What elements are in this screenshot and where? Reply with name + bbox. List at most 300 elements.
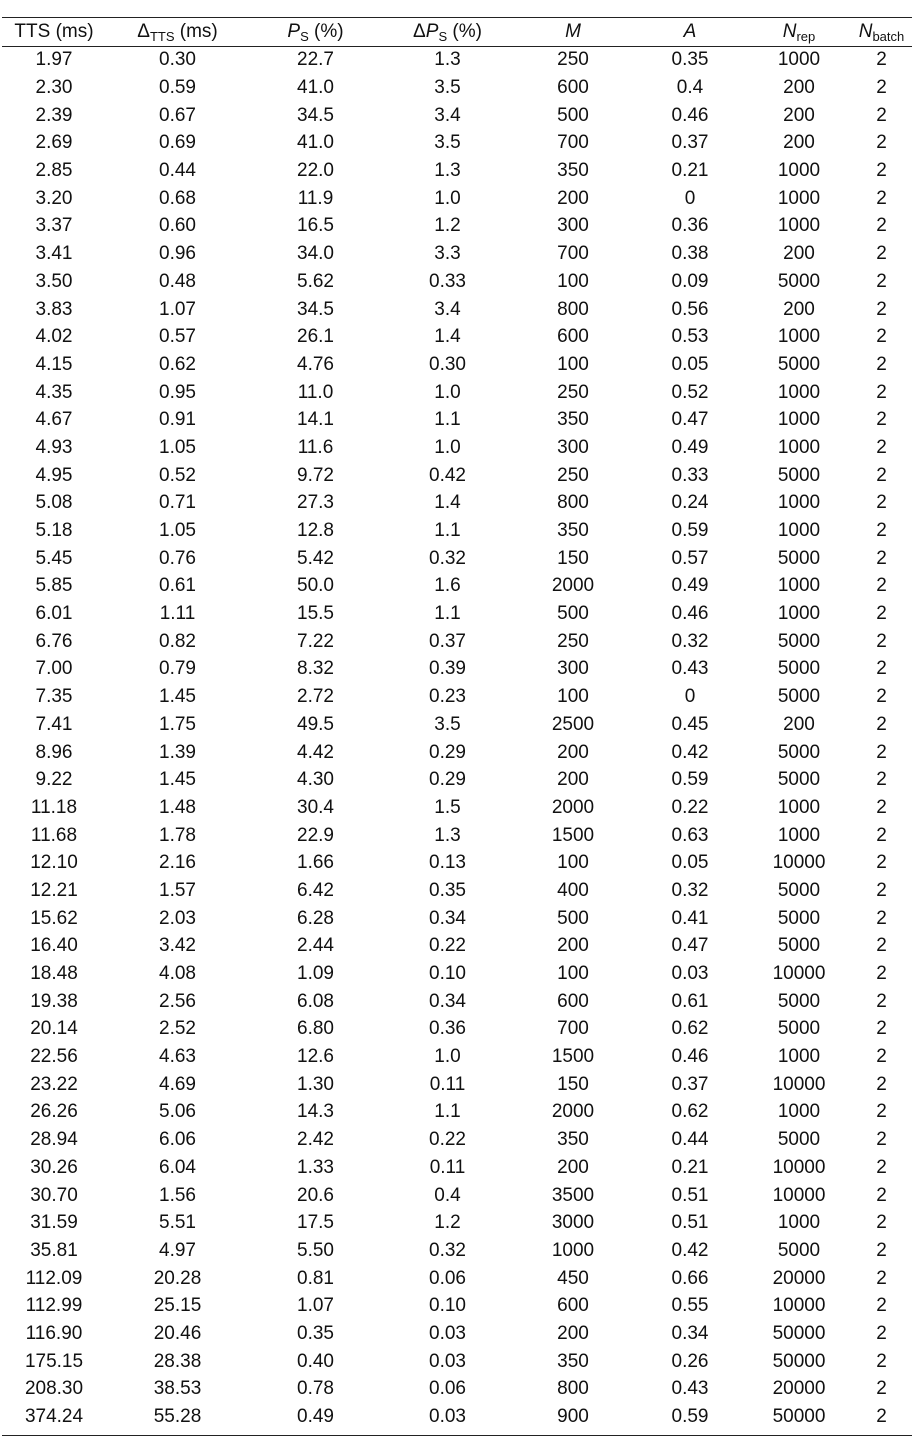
cell-tts: 4.02 <box>35 326 73 348</box>
cell-ps: 5.50 <box>297 1239 334 1261</box>
table-row <box>2 46 912 74</box>
cell-delta-ps: 1.2 <box>434 1212 461 1234</box>
cell-delta-ps: 0.13 <box>429 852 466 874</box>
header-delta-ps-delta: Δ <box>413 21 426 42</box>
cell-nrep: 5000 <box>777 464 821 486</box>
cell-delta-ps: 0.06 <box>429 1378 466 1400</box>
cell-a: 0.4 <box>676 77 704 99</box>
cell-nbatch: 2 <box>876 824 887 846</box>
cell-a: 0.05 <box>671 353 709 375</box>
cell-tts: 12.10 <box>30 852 78 874</box>
cell-delta-tts: 0.59 <box>159 77 196 99</box>
cell-delta-tts: 0.57 <box>159 326 196 348</box>
cell-delta-ps: 0.34 <box>429 907 466 929</box>
cell-nrep: 200 <box>783 243 815 265</box>
cell-a: 0.36 <box>671 215 709 237</box>
cell-nbatch: 2 <box>876 215 887 237</box>
table-row <box>2 794 912 822</box>
table-row <box>2 1070 912 1098</box>
cell-a: 0.32 <box>671 879 709 901</box>
cell-delta-ps: 0.37 <box>429 630 466 652</box>
table-row <box>2 738 912 766</box>
table-row <box>2 1154 912 1182</box>
cell-m: 500 <box>557 104 589 126</box>
cell-delta-tts: 1.05 <box>159 436 196 458</box>
cell-delta-ps: 0.30 <box>429 353 466 375</box>
cell-tts: 16.40 <box>30 935 78 957</box>
table-row <box>2 1181 912 1209</box>
cell-tts: 22.56 <box>30 1046 78 1068</box>
cell-nbatch: 2 <box>876 436 887 458</box>
cell-nbatch: 2 <box>876 1350 887 1372</box>
table-bottom-rule <box>2 1435 912 1436</box>
table-row <box>2 932 912 960</box>
cell-tts: 4.15 <box>35 353 73 375</box>
cell-nrep: 1000 <box>777 1101 821 1123</box>
table-row <box>2 268 912 296</box>
cell-m: 900 <box>557 1406 589 1428</box>
cell-ps: 41.0 <box>297 77 334 99</box>
cell-m: 200 <box>557 769 589 791</box>
cell-m: 350 <box>557 409 589 431</box>
cell-delta-ps: 0.42 <box>429 464 466 486</box>
cell-delta-ps: 0.22 <box>429 935 466 957</box>
cell-ps: 22.0 <box>297 160 334 182</box>
cell-nbatch: 2 <box>876 132 887 154</box>
cell-delta-ps: 0.36 <box>429 1018 466 1040</box>
cell-delta-ps: 0.32 <box>429 547 466 569</box>
cell-m: 2500 <box>551 713 595 735</box>
cell-m: 100 <box>557 353 589 375</box>
cell-m: 150 <box>557 1073 589 1095</box>
cell-delta-ps: 0.03 <box>429 1406 466 1428</box>
header-tts-label: TTS (ms) <box>14 21 94 42</box>
cell-delta-tts: 1.45 <box>159 769 196 791</box>
cell-delta-ps: 0.33 <box>429 270 466 292</box>
cell-ps: 2.42 <box>297 1129 334 1151</box>
cell-tts: 5.45 <box>35 547 73 569</box>
cell-a: 0.21 <box>671 1156 709 1178</box>
cell-delta-tts: 25.15 <box>153 1295 202 1317</box>
header-delta-tts-unit: (ms) <box>174 21 218 42</box>
cell-delta-ps: 0.10 <box>429 963 466 985</box>
cell-nbatch: 2 <box>876 243 887 265</box>
cell-m: 100 <box>557 686 589 708</box>
cell-m: 600 <box>557 990 589 1012</box>
cell-nrep: 5000 <box>777 769 821 791</box>
cell-m: 200 <box>557 741 589 763</box>
cell-nbatch: 2 <box>876 963 887 985</box>
cell-tts: 6.76 <box>35 630 73 652</box>
cell-ps: 27.3 <box>297 492 334 514</box>
cell-ps: 30.4 <box>297 796 334 818</box>
cell-a: 0.61 <box>671 990 709 1012</box>
cell-a: 0 <box>684 686 696 708</box>
cell-delta-tts: 1.45 <box>159 686 196 708</box>
cell-a: 0.47 <box>671 409 709 431</box>
cell-ps: 0.81 <box>297 1267 334 1289</box>
header-a <box>633 18 747 46</box>
cell-a: 0.59 <box>671 769 709 791</box>
cell-m: 800 <box>557 492 589 514</box>
cell-delta-tts: 20.46 <box>153 1322 202 1344</box>
cell-m: 500 <box>557 907 589 929</box>
table-row <box>2 1043 912 1071</box>
header-delta-ps-sub: S <box>438 29 448 44</box>
cell-m: 600 <box>557 1295 589 1317</box>
cell-nbatch: 2 <box>876 575 887 597</box>
cell-m: 300 <box>557 215 589 237</box>
cell-tts: 1.97 <box>35 49 73 71</box>
cell-tts: 35.81 <box>30 1239 78 1261</box>
table-row <box>2 655 912 683</box>
cell-nbatch: 2 <box>876 713 887 735</box>
cell-m: 700 <box>557 132 589 154</box>
cell-nrep: 5000 <box>777 879 821 901</box>
cell-nbatch: 2 <box>876 1267 887 1289</box>
table-row <box>2 212 912 240</box>
cell-tts: 4.35 <box>35 381 73 403</box>
cell-a: 0.32 <box>671 630 709 652</box>
cell-delta-tts: 0.96 <box>159 243 196 265</box>
cell-tts: 3.37 <box>35 215 73 237</box>
cell-tts: 30.26 <box>30 1156 78 1178</box>
cell-m: 300 <box>557 436 589 458</box>
cell-delta-tts: 4.63 <box>159 1046 196 1068</box>
cell-nbatch: 2 <box>876 270 887 292</box>
cell-delta-tts: 6.06 <box>159 1129 196 1151</box>
table-row <box>2 904 912 932</box>
cell-ps: 17.5 <box>297 1212 334 1234</box>
cell-m: 2000 <box>551 575 595 597</box>
cell-m: 1000 <box>551 1239 595 1261</box>
cell-nbatch: 2 <box>876 77 887 99</box>
cell-delta-tts: 0.79 <box>159 658 196 680</box>
cell-nbatch: 2 <box>876 326 887 348</box>
cell-a: 0.59 <box>671 1406 709 1428</box>
cell-nrep: 50000 <box>772 1406 826 1428</box>
cell-nrep: 1000 <box>777 326 821 348</box>
cell-nbatch: 2 <box>876 1101 887 1123</box>
cell-ps: 49.5 <box>297 713 334 735</box>
cell-m: 200 <box>557 1322 589 1344</box>
table-row <box>2 1264 912 1292</box>
cell-nrep: 10000 <box>772 1184 826 1206</box>
cell-delta-ps: 0.03 <box>429 1322 466 1344</box>
cell-delta-tts: 28.38 <box>153 1350 202 1372</box>
cell-delta-ps: 3.4 <box>434 298 461 320</box>
cell-tts: 2.69 <box>35 132 73 154</box>
cell-delta-tts: 0.30 <box>159 49 196 71</box>
cell-tts: 112.99 <box>25 1295 83 1317</box>
cell-nrep: 20000 <box>772 1267 826 1289</box>
cell-tts: 28.94 <box>30 1129 78 1151</box>
header-ps-symbol: P <box>287 21 301 42</box>
cell-nbatch: 2 <box>876 741 887 763</box>
cell-nbatch: 2 <box>876 547 887 569</box>
cell-a: 0.43 <box>671 658 709 680</box>
cell-nrep: 50000 <box>772 1322 826 1344</box>
cell-delta-tts: 6.04 <box>159 1156 196 1178</box>
header-delta-tts-sub: TTS <box>149 29 175 44</box>
header-m <box>513 18 633 46</box>
cell-delta-ps: 1.4 <box>434 326 461 348</box>
cell-m: 600 <box>557 77 589 99</box>
cell-a: 0.55 <box>671 1295 709 1317</box>
cell-nrep: 1000 <box>777 409 821 431</box>
cell-tts: 7.35 <box>35 686 73 708</box>
cell-delta-tts: 55.28 <box>153 1406 202 1428</box>
cell-nrep: 10000 <box>772 1073 826 1095</box>
cell-tts: 12.21 <box>30 879 78 901</box>
cell-ps: 15.5 <box>297 603 334 625</box>
cell-nbatch: 2 <box>876 935 887 957</box>
cell-nbatch: 2 <box>876 1239 887 1261</box>
cell-tts: 3.20 <box>35 187 73 209</box>
cell-a: 0.62 <box>671 1018 709 1040</box>
table-row <box>2 157 912 185</box>
cell-ps: 22.9 <box>297 824 334 846</box>
cell-ps: 2.44 <box>297 935 334 957</box>
cell-a: 0.37 <box>671 132 709 154</box>
cell-m: 250 <box>557 381 589 403</box>
cell-m: 2000 <box>551 796 595 818</box>
cell-a: 0.46 <box>671 1046 709 1068</box>
cell-ps: 9.72 <box>297 464 334 486</box>
cell-m: 350 <box>557 1129 589 1151</box>
cell-tts: 4.93 <box>35 436 73 458</box>
cell-nbatch: 2 <box>876 187 887 209</box>
table-row <box>2 323 912 351</box>
cell-nrep: 1000 <box>777 381 821 403</box>
header-row <box>2 18 912 46</box>
cell-tts: 175.15 <box>24 1350 84 1372</box>
cell-delta-tts: 1.48 <box>159 796 196 818</box>
cell-delta-ps: 1.0 <box>434 381 461 403</box>
table-row <box>2 461 912 489</box>
cell-a: 0.66 <box>671 1267 709 1289</box>
cell-delta-tts: 4.97 <box>159 1239 196 1261</box>
cell-nrep: 5000 <box>777 907 821 929</box>
cell-tts: 3.50 <box>35 270 73 292</box>
cell-m: 350 <box>557 1350 589 1372</box>
cell-ps: 14.3 <box>297 1101 334 1123</box>
cell-ps: 1.09 <box>297 963 334 985</box>
cell-delta-tts: 1.39 <box>159 741 196 763</box>
cell-nbatch: 2 <box>876 658 887 680</box>
cell-a: 0.09 <box>671 270 709 292</box>
cell-nrep: 5000 <box>777 686 821 708</box>
cell-nrep: 50000 <box>772 1350 826 1372</box>
cell-tts: 19.38 <box>30 990 78 1012</box>
cell-nrep: 10000 <box>772 852 826 874</box>
cell-a: 0.38 <box>671 243 709 265</box>
cell-ps: 41.0 <box>297 132 334 154</box>
table-row <box>2 74 912 102</box>
cell-nrep: 200 <box>783 104 815 126</box>
cell-delta-tts: 1.56 <box>159 1184 196 1206</box>
cell-delta-tts: 5.51 <box>159 1212 196 1234</box>
cell-m: 800 <box>557 298 589 320</box>
cell-m: 100 <box>557 270 589 292</box>
table-row <box>2 184 912 212</box>
cell-m: 350 <box>557 520 589 542</box>
table-row <box>2 1098 912 1126</box>
cell-delta-tts: 2.03 <box>159 907 196 929</box>
cell-nbatch: 2 <box>876 796 887 818</box>
cell-delta-tts: 0.91 <box>159 409 196 431</box>
cell-a: 0.37 <box>671 1073 709 1095</box>
cell-delta-tts: 2.16 <box>159 852 196 874</box>
cell-ps: 5.62 <box>297 270 334 292</box>
table-row <box>2 1320 912 1348</box>
cell-nrep: 1000 <box>777 49 821 71</box>
cell-nbatch: 2 <box>876 1156 887 1178</box>
cell-nbatch: 2 <box>876 298 887 320</box>
cell-tts: 26.26 <box>30 1101 78 1123</box>
cell-nbatch: 2 <box>876 879 887 901</box>
cell-ps: 1.66 <box>297 852 334 874</box>
cell-nrep: 5000 <box>777 270 821 292</box>
cell-delta-tts: 20.28 <box>153 1267 202 1289</box>
cell-nbatch: 2 <box>876 353 887 375</box>
cell-m: 1500 <box>551 824 595 846</box>
cell-tts: 7.41 <box>35 713 73 735</box>
cell-a: 0.42 <box>671 1239 709 1261</box>
header-ps-sub: S <box>300 29 309 44</box>
cell-a: 0.26 <box>671 1350 709 1372</box>
table-body <box>2 46 912 1430</box>
cell-tts: 20.14 <box>30 1018 78 1040</box>
cell-nrep: 20000 <box>772 1378 826 1400</box>
cell-ps: 11.6 <box>297 436 334 458</box>
table-row <box>2 766 912 794</box>
cell-delta-tts: 0.76 <box>159 547 196 569</box>
cell-ps: 1.33 <box>297 1156 334 1178</box>
header-a-symbol: A <box>683 21 697 42</box>
table-row <box>2 711 912 739</box>
header-delta-ps-symbol: P <box>425 21 439 42</box>
cell-a: 0.49 <box>671 575 709 597</box>
cell-delta-tts: 4.69 <box>159 1073 196 1095</box>
cell-a: 0.45 <box>671 713 709 735</box>
cell-nbatch: 2 <box>876 1322 887 1344</box>
cell-nrep: 1000 <box>777 492 821 514</box>
cell-tts: 4.95 <box>35 464 73 486</box>
table-row <box>2 129 912 157</box>
cell-a: 0.42 <box>671 741 709 763</box>
cell-ps: 8.32 <box>297 658 334 680</box>
cell-a: 0.33 <box>671 464 709 486</box>
header-nrep-sub: rep <box>796 29 816 44</box>
cell-delta-ps: 0.23 <box>429 686 466 708</box>
header-delta-tts-symbol: Δ <box>137 21 150 42</box>
cell-a: 0.03 <box>671 963 709 985</box>
header-delta-ps-unit: (%) <box>447 21 482 42</box>
cell-delta-tts: 1.78 <box>159 824 196 846</box>
cell-delta-ps: 0.4 <box>434 1184 461 1206</box>
cell-delta-ps: 1.3 <box>434 49 461 71</box>
cell-nbatch: 2 <box>876 104 887 126</box>
cell-delta-ps: 1.6 <box>434 575 461 597</box>
cell-nbatch: 2 <box>876 1378 887 1400</box>
cell-nrep: 200 <box>783 298 815 320</box>
table-row <box>2 572 912 600</box>
cell-nrep: 5000 <box>777 741 821 763</box>
cell-ps: 1.30 <box>297 1073 334 1095</box>
cell-tts: 7.00 <box>35 658 73 680</box>
cell-delta-ps: 3.5 <box>434 132 461 154</box>
cell-tts: 11.18 <box>30 796 78 818</box>
cell-delta-ps: 1.2 <box>434 215 461 237</box>
cell-ps: 50.0 <box>297 575 334 597</box>
cell-nrep: 5000 <box>777 658 821 680</box>
cell-delta-tts: 1.05 <box>159 520 196 542</box>
cell-tts: 15.62 <box>30 907 78 929</box>
cell-m: 350 <box>557 160 589 182</box>
table-row <box>2 1375 912 1403</box>
table-row <box>2 544 912 572</box>
cell-nbatch: 2 <box>876 1406 887 1428</box>
cell-ps: 0.35 <box>297 1322 334 1344</box>
cell-nrep: 5000 <box>777 630 821 652</box>
cell-ps: 14.1 <box>297 409 334 431</box>
cell-delta-tts: 0.68 <box>159 187 196 209</box>
cell-tts: 4.67 <box>35 409 73 431</box>
cell-nbatch: 2 <box>876 1073 887 1095</box>
cell-ps: 4.76 <box>297 353 334 375</box>
cell-delta-ps: 1.1 <box>434 1101 461 1123</box>
cell-nbatch: 2 <box>876 381 887 403</box>
cell-ps: 6.42 <box>297 879 334 901</box>
cell-tts: 112.09 <box>25 1267 83 1289</box>
cell-m: 700 <box>557 243 589 265</box>
cell-delta-ps: 0.32 <box>429 1239 466 1261</box>
cell-tts: 2.30 <box>35 77 73 99</box>
cell-delta-ps: 1.0 <box>434 436 461 458</box>
cell-nbatch: 2 <box>876 520 887 542</box>
cell-m: 3500 <box>551 1184 595 1206</box>
table-row <box>2 489 912 517</box>
cell-nrep: 200 <box>783 77 815 99</box>
cell-tts: 11.68 <box>30 824 78 846</box>
table-row <box>2 821 912 849</box>
cell-ps: 12.6 <box>297 1046 334 1068</box>
cell-ps: 6.28 <box>297 907 334 929</box>
cell-delta-tts: 0.71 <box>159 492 196 514</box>
cell-delta-ps: 0.29 <box>429 769 466 791</box>
table-row <box>2 378 912 406</box>
cell-a: 0.62 <box>671 1101 709 1123</box>
cell-m: 150 <box>557 547 589 569</box>
cell-ps: 7.22 <box>297 630 334 652</box>
cell-delta-tts: 1.07 <box>159 298 196 320</box>
cell-tts: 23.22 <box>30 1073 78 1095</box>
cell-delta-ps: 1.0 <box>434 1046 461 1068</box>
cell-nrep: 1000 <box>777 436 821 458</box>
cell-delta-tts: 2.56 <box>159 990 196 1012</box>
cell-nbatch: 2 <box>876 630 887 652</box>
cell-nrep: 5000 <box>777 547 821 569</box>
table-row <box>2 240 912 268</box>
cell-a: 0.51 <box>671 1184 709 1206</box>
cell-nrep: 5000 <box>777 935 821 957</box>
table-row <box>2 849 912 877</box>
cell-m: 400 <box>557 879 589 901</box>
cell-nbatch: 2 <box>876 1212 887 1234</box>
table-row <box>2 627 912 655</box>
cell-a: 0 <box>684 187 696 209</box>
